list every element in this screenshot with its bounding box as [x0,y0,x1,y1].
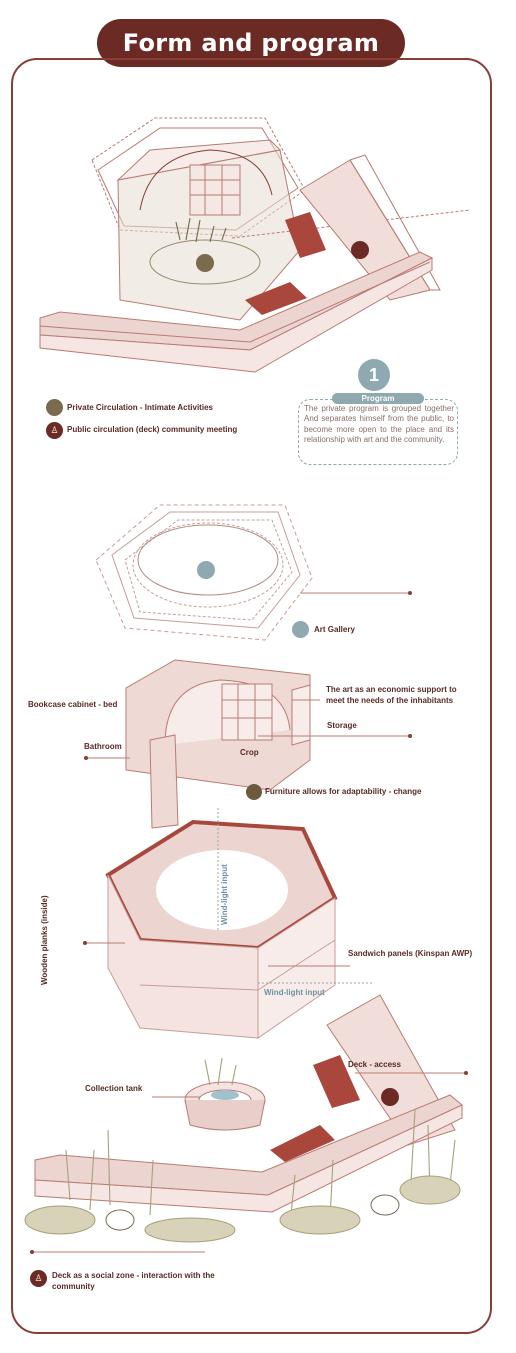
house-deck-axonometric [40,118,470,372]
sandwich-panels-label: Sandwich panels (Kinspan AWP) [348,949,473,958]
legend-private-label: Private Circulation - Intimate Activities [67,403,213,412]
social-deck-icon: ♙ [30,1270,47,1287]
section-number-badge: 1 [358,359,390,391]
private-circulation-icon [46,399,63,416]
bookcase-label: Bookcase cabinet - bed [28,700,118,709]
art-gallery-rings [96,505,412,640]
collection-tank-label: Collection tank [85,1084,143,1093]
wind-light-horizontal-label: Wind-light input [264,988,325,997]
bathroom-label: Bathroom [84,742,122,751]
art-support-label: The art as an economic support to meet the needs of the inhabitants [326,685,457,705]
program-text: The private program is grouped together And separates himself from the public, to become more open to the place and its relationship with art and the community. [304,404,454,444]
art-gallery-icon [292,621,309,638]
art-gallery-label: Art Gallery [314,625,355,634]
storage-label: Storage [327,721,357,730]
crop-label: Crop [240,748,259,757]
public-circulation-icon: ♙ [46,422,63,439]
legend-public-label: Public circulation (deck) community meeting [67,425,238,434]
wooden-planks-label: Wooden planks (inside) [40,895,49,985]
adaptability-label: Furniture allows for adaptability - change [265,787,422,796]
wind-light-vertical-label: Wind-light input [220,864,229,925]
page-title: Form and program [97,19,405,67]
program-tag: Program [332,393,424,404]
deck-access-label: Deck - access [348,1060,401,1069]
deck-social-label: Deck as a social zone - interaction with the community [52,1271,215,1291]
